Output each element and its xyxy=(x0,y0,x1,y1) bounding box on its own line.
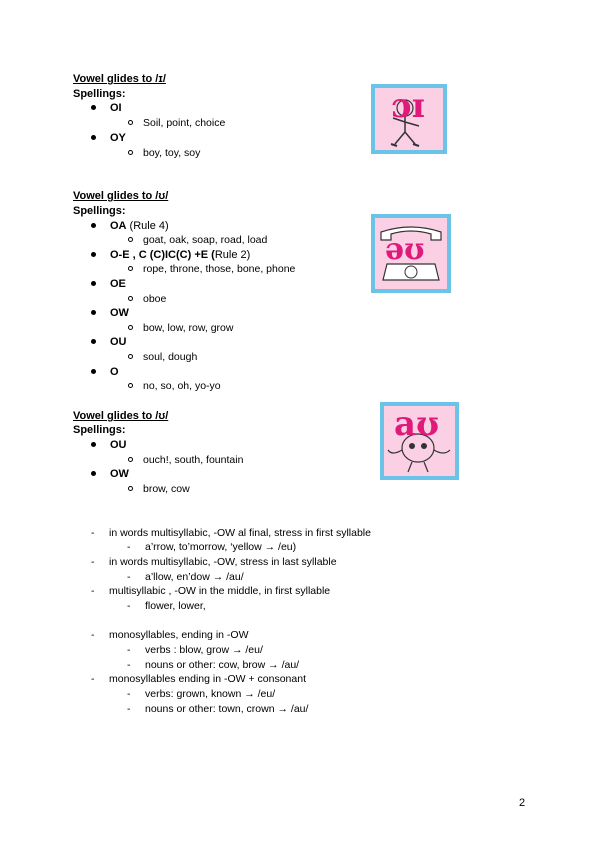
section-2-item-6: O xyxy=(91,366,119,378)
circle-bullet-icon xyxy=(128,486,133,491)
page-number: 2 xyxy=(519,797,526,809)
section-3-item-1: OU xyxy=(91,439,127,451)
bullet-icon xyxy=(91,252,96,257)
circle-bullet-icon xyxy=(128,383,133,388)
circle-bullet-icon xyxy=(128,237,133,242)
circle-bullet-icon xyxy=(128,296,133,301)
section-2-item-6-examples: no, so, oh, yo-yo xyxy=(128,380,221,392)
section-2-spellings-label: Spellings: xyxy=(73,205,126,217)
section-2-item-3: OE xyxy=(91,278,126,290)
note-4-sub-2: - nouns or other: cow, brow → /au/ xyxy=(127,659,300,671)
section-3-heading: Vowel glides to /ʊ/ xyxy=(73,410,169,422)
bullet-icon xyxy=(91,310,96,315)
note-1-sub-1: - a’rrow, to’morrow, ‘yellow → /eu) xyxy=(127,541,297,553)
bullet-icon xyxy=(91,339,96,344)
section-1-item-1: OI xyxy=(91,102,122,114)
section-2-item-3-examples: oboe xyxy=(128,293,166,305)
section-2-item-4: OW xyxy=(91,307,129,319)
circle-bullet-icon xyxy=(128,457,133,462)
owl-picture xyxy=(380,402,459,480)
bullet-icon xyxy=(91,105,96,110)
circle-bullet-icon xyxy=(128,354,133,359)
note-3-sub-1: - flower, lower, xyxy=(127,600,206,612)
section-2-glyph: əʊ xyxy=(385,232,425,267)
section-3-item-1-examples: ouch!, south, fountain xyxy=(128,454,243,466)
section-3-spellings-label: Spellings: xyxy=(73,424,126,436)
note-4-sub-1: - verbs : blow, grow → /eu/ xyxy=(127,644,263,656)
circle-bullet-icon xyxy=(128,325,133,330)
section-1-spellings-label: Spellings: xyxy=(73,88,126,100)
section-3-item-2-examples: brow, cow xyxy=(128,483,190,495)
bullet-icon xyxy=(91,281,96,286)
section-1-item-1-examples: Soil, point, choice xyxy=(128,117,225,129)
section-1-heading: Vowel glides to /ɪ/ xyxy=(73,73,166,85)
running-boy-picture xyxy=(371,84,447,154)
section-1-glyph: ɔɪ xyxy=(391,88,425,126)
section-2-item-2: O-E , C (C)IC(C) +E (Rule 2) xyxy=(91,249,250,261)
bullet-icon xyxy=(91,135,96,140)
telephone-picture xyxy=(371,214,451,293)
note-5-sub-2: - nouns or other: town, crown → /au/ xyxy=(127,703,309,715)
section-2-item-1-examples: goat, oak, soap, road, load xyxy=(128,234,267,246)
note-1: - in words multisyllabic, -OW al final, stress in first syllable xyxy=(91,527,371,539)
bullet-icon xyxy=(91,471,96,476)
circle-bullet-icon xyxy=(128,120,133,125)
section-3-item-2: OW xyxy=(91,468,129,480)
section-2-item-4-examples: bow, low, row, grow xyxy=(128,322,233,334)
section-1-item-2-examples: boy, toy, soy xyxy=(128,147,200,159)
circle-bullet-icon xyxy=(128,150,133,155)
section-2-item-5: OU xyxy=(91,336,127,348)
section-2-item-5-examples: soul, dough xyxy=(128,351,197,363)
section-2-heading: Vowel glides to /ʊ/ xyxy=(73,190,169,202)
note-5: - monosyllables ending in -OW + consonant xyxy=(91,673,306,685)
note-5-sub-1: - verbs: grown, known → /eu/ xyxy=(127,688,276,700)
note-3: - multisyllabic , -OW in the middle, in first syllable xyxy=(91,585,331,597)
circle-bullet-icon xyxy=(128,266,133,271)
bullet-icon xyxy=(91,223,96,228)
bullet-icon xyxy=(91,369,96,374)
section-1-item-2: OY xyxy=(91,132,126,144)
note-4: - monosyllables, ending in -OW xyxy=(91,629,249,641)
section-2-item-2-examples: rope, throne, those, bone, phone xyxy=(128,263,295,275)
section-3-glyph: aʊ xyxy=(394,406,440,444)
note-2: - in words multisyllabic, -OW, stress in last syllable xyxy=(91,556,337,568)
bullet-icon xyxy=(91,442,96,447)
note-2-sub-1: - a’llow, en’dow → /au/ xyxy=(127,571,244,583)
section-2-item-1: OA (Rule 4) xyxy=(91,220,169,232)
